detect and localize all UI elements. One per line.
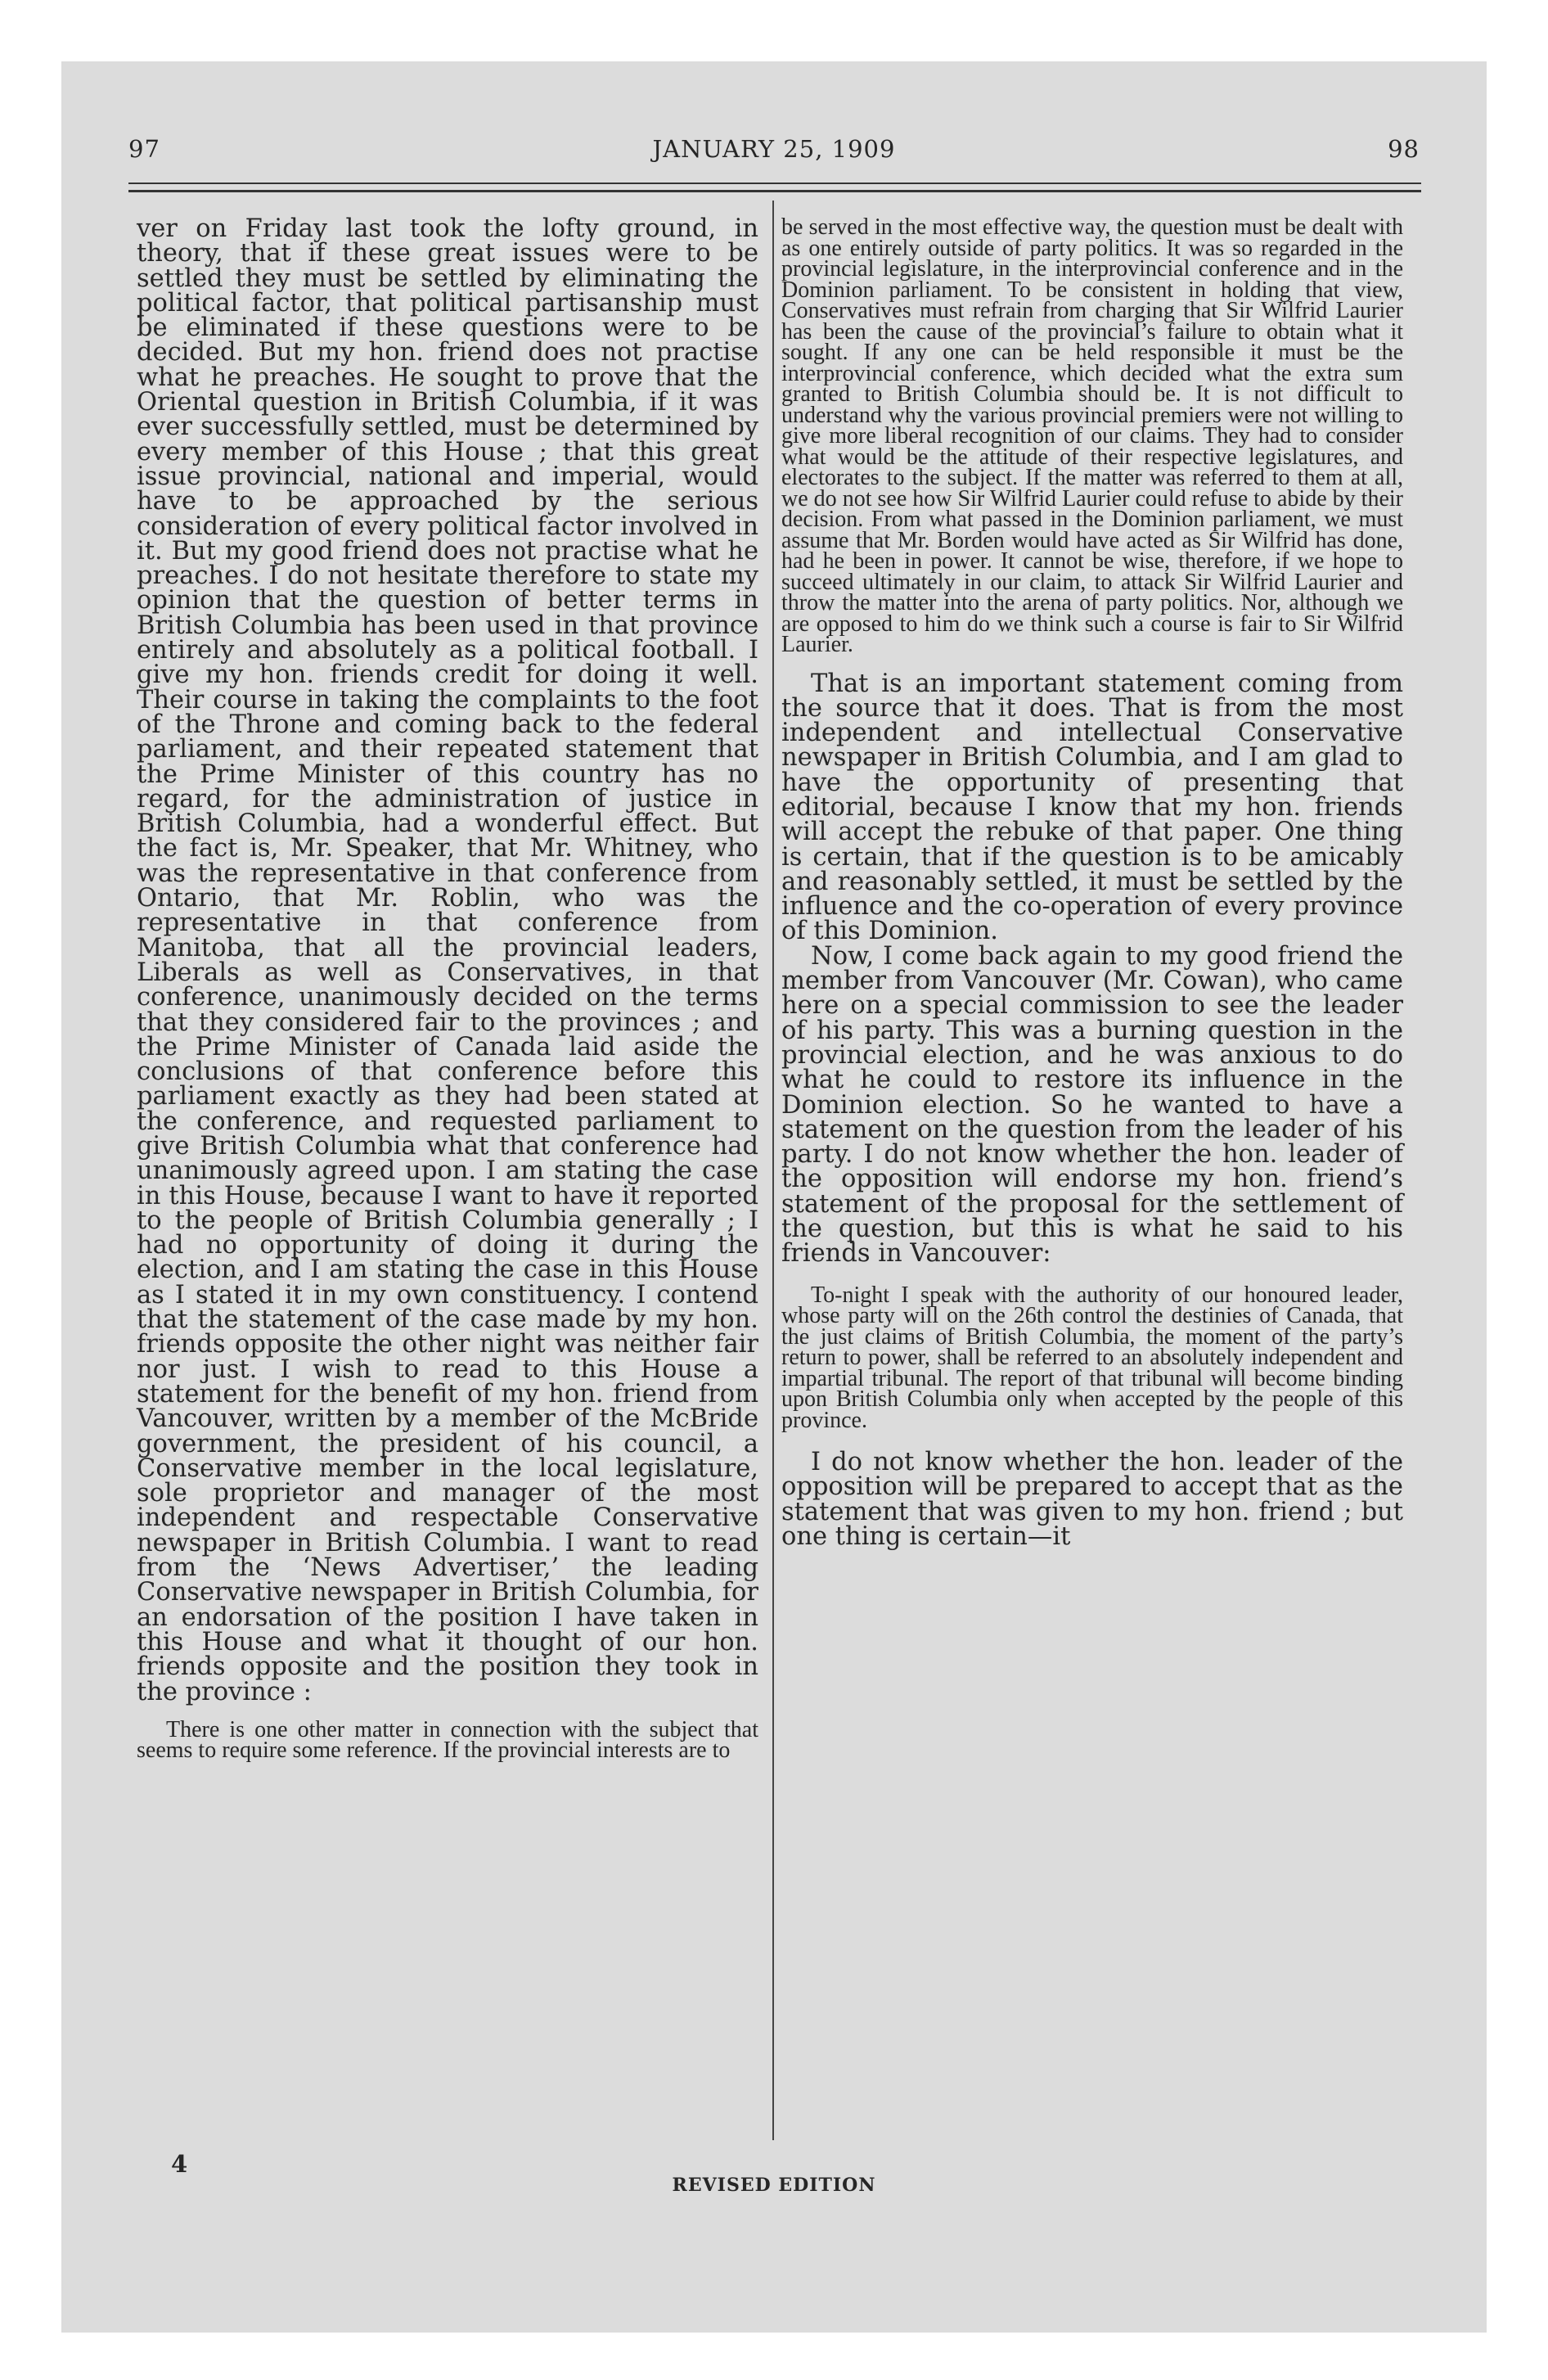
right-body-paragraph-1: That is an important statement coming from the source that it does. That is from the most independent and intellectual Conservative newspaper in British Columbia, and I am glad to have the opportunity of presenting that editorial, because I know that my hon. friends will accept the rebuke of that paper. One thing is certain, that if the question is to be amicably and reasonably settled, it must be settled by the influence and the co-operation of every province of this Dominion. — [781, 669, 1403, 946]
page-number-right: 98 — [1388, 135, 1420, 163]
right-quote-paragraph: To-night I speak with the authority of our honoured leader, whose party will on the 26th control the destinies of Canada, that the just claims of British Columbia, the moment of the party’s return to power, shall be referred to an absolutely independent and impartial tribunal. The report of that tribunal will become binding upon British Columbia only when accepted by the people of this province. — [781, 1282, 1403, 1433]
edition-label: REVISED EDITION — [672, 2175, 876, 2196]
page-date: JANUARY 25, 1909 — [652, 135, 896, 163]
signature-number: 4 — [171, 2150, 188, 2178]
left-quote-paragraph: There is one other matter in connection with the subject that seems to require some reference. If the provincial interests are to — [137, 1716, 758, 1764]
hansard-page — [61, 61, 1487, 2333]
left-body-paragraph: ver on Friday last took the lofty ground, in theory, that if these great issues were to be settled they must be settled by eliminating the political factor, that political partisanship must be eliminated if these questions were to be decided. But my hon. friend does not practise what he preaches. He sought to prove that the Oriental question in British Columbia, if it was ever successfully settled, must be determined by every member of this House ; that this great issue provincial, national and imperial, would have to be approached by the serious consideration of every political factor involved in it. But my good friend does not practise what he preaches. I do not hesitate therefore to state my opinion that the question of better terms in British Columbia has been used in that province entirely and absolutely as a political football. I give my hon. friends credit for doing it well. Their course in taking the complaints to the foot of the Throne and coming back to the federal parliament, and their repeated statement that the Prime Minister of this country has no regard, for the administration of justice in British Columbia, had a wonderful effect. But the fact is, Mr. Speaker, that Mr. Whitney, who was the representative in that conference from Ontario, that Mr. Roblin, who was the representative in that conference from Manitoba, that all the provincial leaders, Liberals as well as Conservatives, in that conference, unanimously decided on the terms that they considered fair to the provinces ; and the Prime Minister of Canada laid aside the conclusions of that conference before this parliament exactly as they had been stated at the conference, and requested parliament to give British Columbia what that conference had unanimously agreed upon. I am stating the case in this House, because I want to have it reported to the people of British Columbia generally ; I had no opportunity of doing it during the election, and I am stating the case in this House as I stated it in my own constituency. I contend that the statement of the case made by my hon. friends opposite the other night was neither fair nor just. I wish to read to this House a statement for the benefit of my hon. friend from Vancouver, written by a member of the McBride government, the president of his council, a Conservative member in the local legislature, sole proprietor and manager of the most independent and respectable Conservative newspaper in British Columbia. I want to read from the ‘News Advertiser,’ the leading Conservative newspaper in British Columbia, for an endorsation of the position I have taken in this House and what it thought of our hon. friends opposite and the position they took in the province : — [137, 214, 758, 1706]
left-column — [137, 214, 758, 1764]
right-body-paragraph-2: Now, I come back again to my good friend the member from Vancouver (Mr. Cowan), who came here on a special commission to see the leader of his party. This was a burning question in the provincial election, and he was anxious to do what he could to restore its influence in the Dominion election. So he wanted to have a statement on the question from the leader of his party. I do not know whether the hon. leader of the opposition will endorse my hon. friend’s statement of the proposal for the settlement of the question, but this is what he said to his friends in Vancouver: — [781, 941, 1403, 1269]
column-divider — [772, 201, 774, 2140]
page-number-left: 97 — [128, 135, 160, 163]
right-quote-continuation: be served in the most effective way, the question must be dealt with as one entirely outside of party politics. It was so regarded in the provincial legislature, in the interprovincial conference and in the Dominion parliament. To be consistent in holding that view, Conservatives must refrain from charging that Sir Wilfrid Laurier has been the cause of the provincial’s failure to obtain what it sought. If any one can be held responsible it must be the interprovincial conference, which decided what the extra sum granted to British Columbia should be. It is not difficult to understand why the various provincial premiers were not willing to give more liberal recognition of our claims. They had to consider what would be the attitude of their respective legislatures, and electorates to the subject. If the matter was referred to them at all, we do not see how Sir Wilfrid Laurier could refuse to abide by their decision. From what passed in the Dominion parliament, we must assume that Mr. Borden would have acted as Sir Wilfrid has done, had he been in power. It cannot be wise, therefore, if we hope to succeed ultimately in our claim, to attack Sir Wilfrid Laurier and throw the matter into the arena of party politics. Nor, although we are opposed to him do we think such a course is fair to Sir Wilfrid Laurier. — [781, 214, 1403, 657]
right-body-paragraph-3: I do not know whether the hon. leader of the opposition will be prepared to accept that as the statement that was given to my hon. friend ; but one thing is certain—it — [781, 1448, 1403, 1552]
right-column — [781, 214, 1403, 1552]
header-rule-thick — [128, 190, 1421, 192]
header-rule — [128, 183, 1421, 184]
